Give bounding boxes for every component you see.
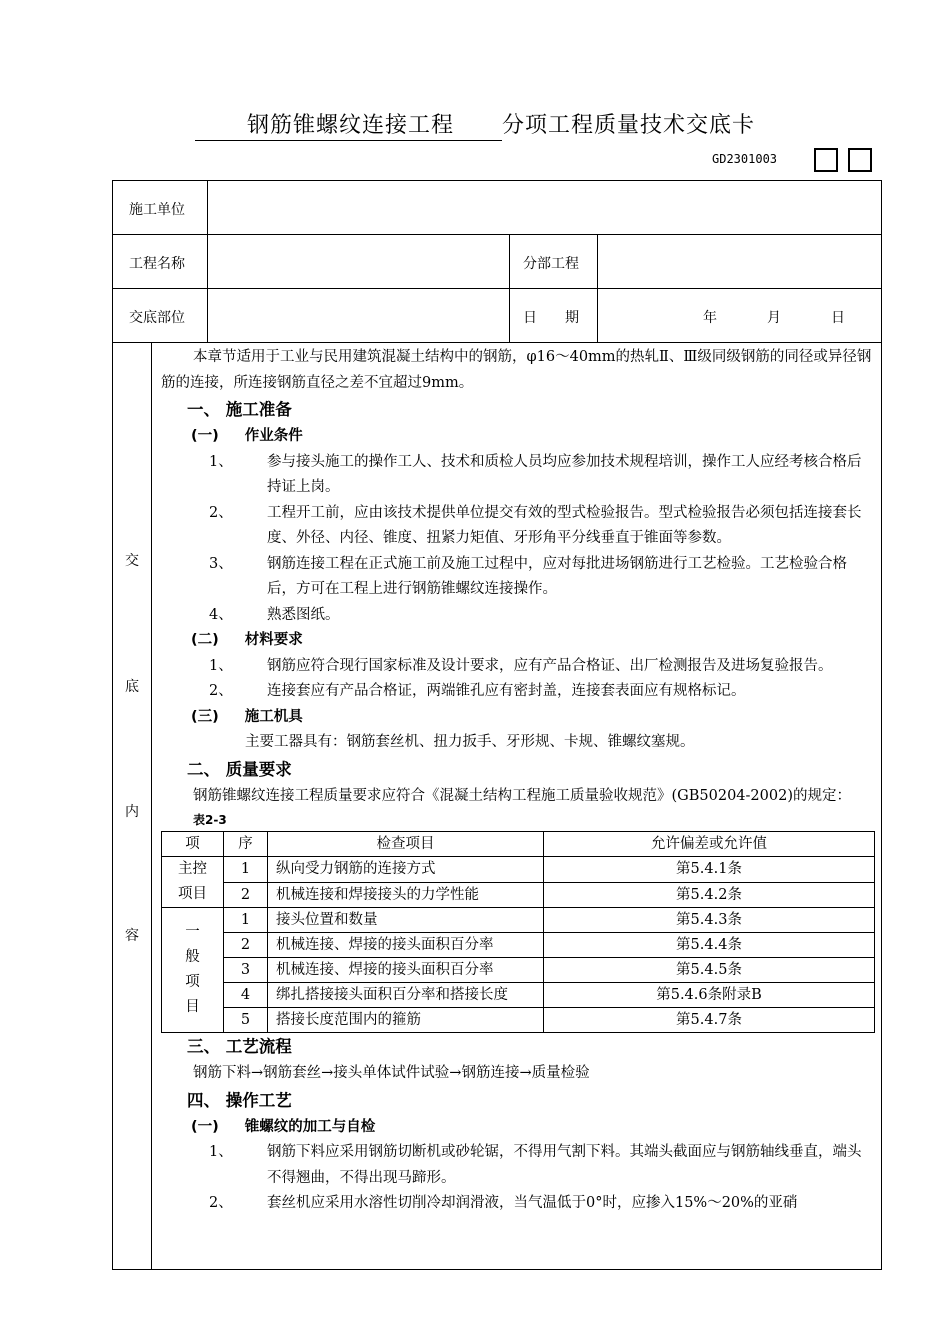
subsection-heading: (二) 材料要求 <box>191 632 303 648</box>
section-heading: 二、 质量要求 <box>187 759 292 779</box>
subsection-heading <box>161 424 877 450</box>
table-row: 2 机械连接、焊接的接头面积百分率 第5.4.4条 <box>162 933 875 958</box>
date-month: 月 <box>767 310 781 326</box>
checkbox-2[interactable] <box>848 148 872 172</box>
table-row: 5 搭接长度范围内的箍筋 第5.4.7条 <box>162 1008 875 1033</box>
table-row: 2 机械连接和焊接接头的力学性能 第5.4.2条 <box>162 882 875 908</box>
tools-text: 主要工器具有：钢筋套丝机、扭力扳手、牙形规、卡规、锥螺纹塞规。 <box>245 734 695 750</box>
subsection-number: (一) <box>191 428 219 444</box>
side-label-char: 内 <box>125 804 139 820</box>
section-heading: 一、 施工准备 <box>187 400 292 419</box>
section-heading: 四、 操作工艺 <box>187 1090 292 1110</box>
disclosure-content <box>161 345 877 1217</box>
construction-unit-label: 施工单位 <box>129 202 185 218</box>
document-title <box>0 108 950 141</box>
document-code: GD2301003 <box>712 152 778 166</box>
disclosure-form <box>112 180 882 1270</box>
process-flow: 钢筋下料→钢筋套丝→接头单体试件试验→钢筋连接→质量检验 <box>193 1065 590 1081</box>
date-label: 日 期 <box>523 310 579 326</box>
table-header-row <box>162 832 875 857</box>
list-item: 1、 钢筋下料应采用钢筋切断机或砂轮锯，不得用气割下料。其端头截面应与钢筋轴线垂直，端头不得翘曲，不得出现马蹄形。 <box>209 1144 862 1186</box>
list-item: 3、 钢筋连接工程在正式施工前及施工过程中，应对每批进场钢筋进行工艺检验。工艺检验合格后，方可在工程上进行钢筋锥螺纹连接操作。 <box>209 555 847 597</box>
date-year: 年 <box>703 310 717 326</box>
subsection-heading: (三) 施工机具 <box>191 708 303 725</box>
table-row: 4 绑扎搭接接头面积百分率和搭接长度 第5.4.6条附录B <box>162 983 875 1008</box>
side-label-char: 交 <box>125 553 139 569</box>
project-name-label: 工程名称 <box>129 256 185 272</box>
list-item: 1、 钢筋应符合现行国家标准及设计要求，应有产品合格证、出厂检测报告及进场复验报告。 <box>209 657 833 674</box>
title-card-name: 分项工程质量技术交底卡 <box>502 113 756 138</box>
subsection-heading: (一) 锥螺纹的加工与自检 <box>191 1118 376 1135</box>
side-label-char: 容 <box>125 928 139 944</box>
list-item: 2、 工程开工前，应由该技术提供单位提交有效的型式检验报告。型式检验报告必须包括连接套长度、外径、内径、锥度、扭紧力矩值、牙形角平分线垂直于锥面等参数。 <box>209 504 862 546</box>
table-row: 一般项目 1 接头位置和数量 第5.4.3条 <box>162 908 875 933</box>
list-item: 2、 套丝机应采用水溶性切削冷却润滑液，当气温低于0°时，应掺入15%～20%的亚硝 <box>209 1195 798 1211</box>
sub-project-label: 分部工程 <box>523 256 579 272</box>
section-heading: 三、 工艺流程 <box>187 1037 292 1056</box>
list-item: 4、 熟悉图纸。 <box>209 606 340 623</box>
table-header: 项 <box>162 832 224 857</box>
table-row: 3 机械连接、焊接的接头面积百分率 第5.4.5条 <box>162 958 875 983</box>
quality-paragraph: 钢筋锥螺纹连接工程质量要求应符合《混凝土结构工程施工质量验收规范》(GB50204-2002)的规定： <box>193 787 851 804</box>
title-project-name: 钢筋锥螺纹连接工程 <box>195 108 502 141</box>
quality-table <box>161 831 875 1033</box>
list-item: 1、 参与接头施工的操作工人、技术和质检人员均应参加技术规程培训，操作工人应经考核合格后持证上岗。 <box>209 453 862 495</box>
location-label: 交底部位 <box>129 310 185 326</box>
date-day: 日 <box>831 310 845 326</box>
table-header: 允许偏差或允许值 <box>544 832 875 857</box>
list-item: 2、 连接套应有产品合格证，两端锥孔应有密封盖，连接套表面应有规格标记。 <box>209 683 746 699</box>
side-label-char: 底 <box>125 679 139 695</box>
group-main-control: 主控项目 <box>162 857 224 908</box>
checkbox-1[interactable] <box>814 148 838 172</box>
table-header: 检查项目 <box>268 832 544 857</box>
intro-paragraph: 本章节适用于工业与民用建筑混凝土结构中的钢筋，φ16～40mm的热轧Ⅱ、Ⅲ级同级钢筋的同径或异径钢筋的连接，所连接钢筋直径之差不宜超过9mm。 <box>161 349 872 391</box>
table-header: 序 <box>224 832 268 857</box>
subsection-title: 作业条件 <box>244 428 303 444</box>
group-general: 一般项目 <box>162 908 224 1033</box>
table-label: 表2-3 <box>193 813 227 827</box>
table-row: 主控项目 1 纵向受力钢筋的连接方式 第5.4.1条 <box>162 857 875 883</box>
